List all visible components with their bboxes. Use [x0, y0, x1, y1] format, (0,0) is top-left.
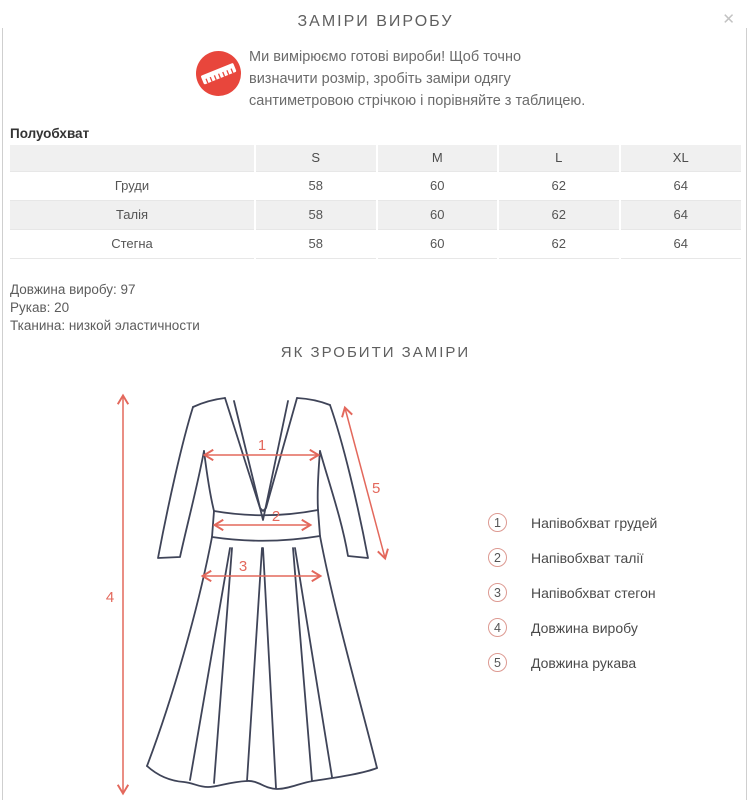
cell: 60	[377, 229, 499, 258]
howto-heading: ЯК ЗРОБИТИ ЗАМІРИ	[280, 344, 471, 361]
diagram-number-5: 5	[372, 480, 381, 497]
cell: 58	[255, 229, 377, 258]
header-empty-cell	[10, 145, 255, 171]
row-label: Талія	[10, 200, 255, 229]
legend-item	[488, 548, 657, 567]
detail-length: Довжина виробу: 97	[10, 282, 136, 297]
table-row	[10, 200, 741, 229]
dress-outline	[147, 398, 377, 789]
detail-sleeve: Рукав: 20	[10, 300, 70, 315]
cell: 62	[498, 229, 620, 258]
header-size-xl: XL	[620, 145, 742, 171]
row-label: Стегна	[10, 229, 255, 258]
modal-title: ЗАМІРИ ВИРОБУ	[297, 13, 454, 30]
diagram-number-4: 4	[105, 589, 115, 606]
detail-fabric: Тканина: низкой эластичности	[10, 318, 200, 333]
modal-left-border	[2, 28, 3, 800]
table-header-row	[10, 145, 741, 171]
intro-line: Ми вимірюємо готові вироби! Щоб точно	[249, 49, 522, 65]
header-size-l: L	[498, 145, 620, 171]
legend-number-badge: 3	[488, 583, 507, 602]
cell: 64	[620, 200, 742, 229]
legend-label: Напівобхват грудей	[531, 514, 658, 531]
modal-right-border	[746, 28, 747, 800]
legend-item	[488, 513, 657, 532]
header-size-m: M	[377, 145, 499, 171]
section-label-half-girth: Полуобхват	[10, 126, 90, 141]
legend-item	[488, 583, 657, 602]
cell: 60	[377, 200, 499, 229]
legend-number-badge: 5	[488, 653, 507, 672]
legend-label: Довжина рукава	[531, 654, 637, 671]
cell: 58	[255, 200, 377, 229]
legend-label: Довжина виробу	[531, 619, 638, 636]
measuring-tape-icon	[196, 51, 241, 96]
measurement-legend	[488, 513, 657, 688]
cell: 64	[620, 171, 742, 200]
product-details	[10, 281, 200, 335]
cell: 62	[498, 171, 620, 200]
cell: 64	[620, 229, 742, 258]
legend-label: Напівобхват талії	[531, 549, 644, 566]
table-row	[10, 229, 741, 258]
intro-line: сантиметровою стрічкою і порівняйте з таблицею.	[249, 93, 586, 109]
intro-line: визначити розмір, зробіть заміри одягу	[249, 71, 511, 87]
diagram-number-3: 3	[238, 558, 248, 575]
diagram-number-1: 1	[257, 437, 267, 454]
cell: 60	[377, 171, 499, 200]
legend-number-badge: 1	[488, 513, 507, 532]
header-size-s: S	[255, 145, 377, 171]
legend-number-badge: 4	[488, 618, 507, 637]
diagram-number-2: 2	[271, 508, 281, 525]
legend-item	[488, 653, 657, 672]
dress-measurement-diagram	[100, 380, 460, 800]
close-icon[interactable]: ✕	[722, 11, 735, 28]
legend-number-badge: 2	[488, 548, 507, 567]
legend-label: Напівобхват стегон	[531, 584, 656, 601]
cell: 62	[498, 200, 620, 229]
size-table	[10, 145, 741, 259]
cell: 58	[255, 171, 377, 200]
legend-item	[488, 618, 657, 637]
table-row	[10, 171, 741, 200]
arrow-number-labels	[106, 437, 381, 606]
row-label: Груди	[10, 171, 255, 200]
intro-text	[249, 46, 589, 112]
